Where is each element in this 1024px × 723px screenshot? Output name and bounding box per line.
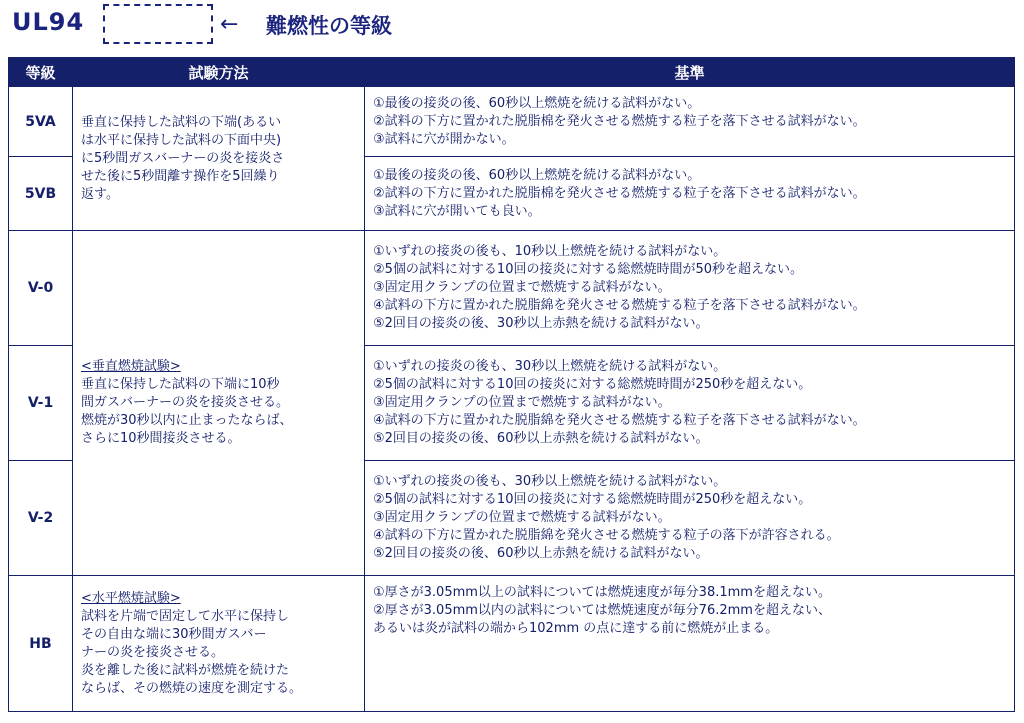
grade-cell: HB [9, 576, 73, 712]
criteria-item: ③試料に穴が開かない。 [373, 131, 515, 147]
header-grade: 等級 [9, 58, 73, 87]
method-text: に5秒間ガスバーナーの炎を接炎さ [81, 150, 285, 166]
header-criteria: 基準 [365, 58, 1015, 87]
method-text: 燃焼が30秒以内に止まったならば、 [81, 413, 293, 428]
criteria-item: ③固定用クランプの位置まで燃焼する試料がない。 [373, 510, 671, 525]
criteria-item: ②5個の試料に対する10回の接炎に対する総燃焼時間が250秒を超えない。 [373, 377, 812, 392]
criteria-item: ①最後の接炎の後、60秒以上燃焼を続ける試料がない。 [373, 167, 701, 183]
grade-cell: V-1 [9, 346, 73, 461]
criteria-cell [365, 157, 1015, 231]
method-text: 垂直に保持した試料の下端に10秒 [81, 377, 280, 392]
criteria-item: ①いずれの接炎の後も、10秒以上燃焼を続ける試料がない。 [373, 244, 727, 259]
table-row-5va [9, 87, 1015, 157]
method-cell-5v [73, 87, 365, 231]
header-row [9, 58, 1015, 87]
criteria-item: ⑤2回目の接炎の後、30秒以上赤熱を続ける試料がない。 [373, 316, 709, 331]
criteria-item: ②試料の下方に置かれた脱脂棉を発火させる燃焼する粒子を落下させる試料がない。 [373, 113, 866, 129]
header-test-method: 試験方法 [73, 58, 365, 87]
method-text: は水平に保持した試料の下面中央) [81, 132, 282, 148]
grade-cell: 5VB [9, 157, 73, 231]
criteria-item: ④試料の下方に置かれた脱脂綿を発火させる燃焼する粒子を落下させる試料がない。 [373, 298, 866, 313]
method-text: 垂直に保持した試料の下端(あるい [81, 114, 282, 130]
criteria-item: ⑤2回目の接炎の後、60秒以上赤熱を続ける試料がない。 [373, 546, 709, 561]
method-text: 間ガスバーナーの炎を接炎させる。 [81, 395, 290, 410]
criteria-item: ②試料の下方に置かれた脱脂棉を発火させる燃焼する粒子を落下させる試料がない。 [373, 185, 866, 201]
method-text: せた後に5秒間離す操作を5回繰り [81, 168, 280, 184]
grade-cell: V-0 [9, 231, 73, 346]
criteria-item: ①最後の接炎の後、60秒以上燃焼を続ける試料がない。 [373, 95, 701, 111]
method-text: 試料を片端で固定して水平に保持し [81, 608, 290, 624]
criteria-item: ③固定用クランプの位置まで燃焼する試料がない。 [373, 395, 671, 410]
table-row-hb [9, 576, 1015, 712]
method-text: ならば、その燃焼の速度を測定する。 [81, 680, 303, 696]
criteria-item: ①いずれの接炎の後も、30秒以上燃焼を続ける試料がない。 [373, 359, 727, 374]
criteria-cell [365, 576, 1015, 712]
criteria-item: ④試料の下方に置かれた脱脂綿を発火させる燃焼する粒子の落下が許容される。 [373, 528, 840, 543]
method-text: ナーの炎を接炎させる。 [81, 644, 225, 660]
criteria-item: ③固定用クランプの位置まで燃焼する試料がない。 [373, 280, 671, 295]
criteria-item: ④試料の下方に置かれた脱脂綿を発火させる燃焼する粒子を落下させる試料がない。 [373, 413, 866, 428]
criteria-cell [365, 87, 1015, 157]
title-row [8, 0, 1008, 50]
grade-cell: V-2 [9, 461, 73, 576]
method-text: さらに10秒間接炎させる。 [81, 431, 241, 446]
left-arrow-icon: ← [220, 12, 239, 37]
criteria-item: ①いずれの接炎の後も、30秒以上燃焼を続ける試料がない。 [373, 474, 727, 489]
ul94-grade-table [8, 57, 1015, 712]
method-text: 炎を離した後に試料が燃焼を続けた [81, 662, 290, 678]
table-row-v0 [9, 231, 1015, 346]
title-flammability-grade: 難燃性の等級 [266, 14, 392, 38]
criteria-item: ①厚さが3.05mm以上の試料については燃焼速度が毎分38.1mmを超えない。 [373, 585, 831, 600]
criteria-cell [365, 231, 1015, 346]
criteria-item: ③試料に穴が開いても良い。 [373, 203, 541, 219]
grade-cell: 5VA [9, 87, 73, 157]
method-text: その自由な端に30秒間ガスバー [81, 626, 267, 642]
criteria-item: ②5個の試料に対する10回の接炎に対する総燃焼時間が250秒を超えない。 [373, 492, 812, 507]
criteria-item: ②5個の試料に対する10回の接炎に対する総燃焼時間が50秒を超えない。 [373, 262, 804, 277]
criteria-item: ⑤2回目の接炎の後、60秒以上赤熱を続ける試料がない。 [373, 431, 709, 446]
title-ul94: UL94 [12, 8, 85, 36]
method-cell-horizontal [73, 576, 365, 712]
criteria-cell [365, 461, 1015, 576]
criteria-cell [365, 346, 1015, 461]
blank-placeholder-box [103, 4, 213, 44]
criteria-item: あるいは炎が試料の端から102mm の点に達する前に燃焼が止まる。 [373, 621, 779, 636]
method-cell-vertical [73, 231, 365, 576]
method-heading: <水平燃焼試験> [81, 590, 181, 606]
method-heading: <垂直燃焼試験> [81, 359, 181, 374]
method-text: 返す。 [81, 186, 119, 202]
criteria-item: ②厚さが3.05mm以内の試料については燃焼速度が毎分76.2mmを超えない、 [373, 603, 831, 618]
